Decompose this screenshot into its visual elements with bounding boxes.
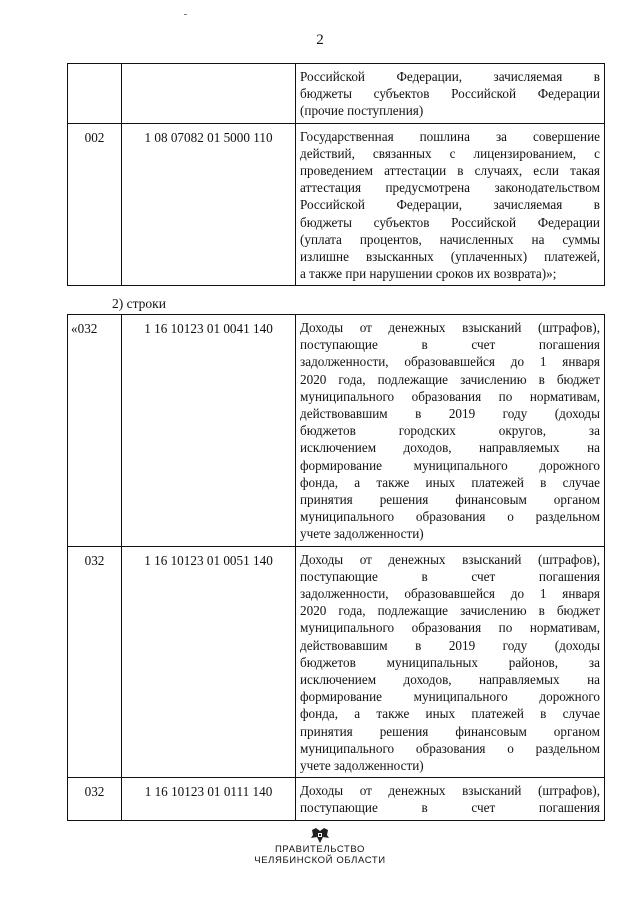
revenue-table-top bbox=[67, 63, 605, 286]
description-line: исключением доходов, направляемых на bbox=[300, 672, 600, 688]
description-line: Российской Федерации, зачисляемая в bbox=[300, 69, 600, 84]
description-line: действовавшим в 2019 году (доходы bbox=[300, 406, 600, 422]
description-line: бюджеты субъектов Российской Федерации bbox=[300, 214, 600, 230]
revenue-table-bottom bbox=[67, 314, 605, 821]
description-line: принятия решения финансовым органом bbox=[300, 492, 600, 508]
table-top-body bbox=[68, 64, 605, 286]
description-line: Российской Федерации, зачисляемая в bbox=[300, 197, 600, 213]
description-line: задолженности, образовавшейся до 1 января bbox=[300, 586, 600, 602]
description-line: поступающие в счет погашения bbox=[300, 337, 600, 353]
description-line: учете задолженности) bbox=[300, 758, 424, 774]
revenue-description-cell bbox=[296, 64, 605, 124]
description-line: муниципального образования по нормативам, bbox=[300, 620, 600, 636]
footer-line-1: ПРАВИТЕЛЬСТВО bbox=[275, 844, 365, 855]
classification-code-cell: 1 16 10123 01 0111 140 bbox=[122, 778, 296, 820]
coat-of-arms-icon bbox=[309, 828, 331, 844]
description-line: (уплата процентов, начисленных на суммы bbox=[300, 231, 600, 247]
budget-code-cell: «032 bbox=[68, 315, 122, 547]
classification-code-cell: 1 16 10123 01 0051 140 bbox=[122, 546, 296, 778]
footer-line-2: ЧЕЛЯБИНСКОЙ ОБЛАСТИ bbox=[254, 855, 386, 866]
description-line: муниципального образования о раздельном bbox=[300, 509, 600, 525]
description-line: а также при нарушении сроков их возврата)»; bbox=[300, 266, 557, 282]
budget-code-cell: 032 bbox=[68, 778, 122, 820]
budget-code-cell: 002 bbox=[68, 123, 122, 286]
description-line: учете задолженности) bbox=[300, 526, 424, 542]
description-line: муниципального образования по нормативам, bbox=[300, 388, 600, 404]
classification-code-cell: 1 16 10123 01 0041 140 bbox=[122, 315, 296, 547]
description-line: поступающие в счет погашения bbox=[300, 568, 600, 584]
description-line: формирование муниципального дорожного bbox=[300, 689, 600, 705]
revenue-description-cell bbox=[296, 315, 605, 547]
page-number: 2 bbox=[316, 32, 324, 48]
description-line: задолженности, образовавшейся до 1 января bbox=[300, 354, 600, 370]
description-line: принятия решения финансовым органом bbox=[300, 723, 600, 739]
description-line: действий, связанных с лицензированием, с bbox=[300, 145, 600, 161]
table-bottom-body bbox=[68, 315, 605, 821]
table-row bbox=[68, 315, 605, 547]
description-line: 2020 года, подлежащие зачислению в бюджет bbox=[300, 603, 600, 619]
description-line: проведением аттестации в случаях, если такая bbox=[300, 163, 600, 179]
description-line: бюджетов муниципальных районов, за bbox=[300, 654, 600, 670]
table-row bbox=[68, 546, 605, 778]
description-line: аттестация предусмотрена законодательством bbox=[300, 180, 600, 196]
description-line: Доходы от денежных взысканий (штрафов), bbox=[300, 551, 600, 567]
budget-code-cell bbox=[68, 64, 122, 124]
revenue-description-cell bbox=[296, 546, 605, 778]
table-row bbox=[68, 778, 605, 820]
revenue-description-cell bbox=[296, 778, 605, 820]
description-line: бюджеты субъектов Российской Федерации bbox=[300, 86, 600, 102]
description-line: поступающие в счет погашения bbox=[300, 800, 600, 816]
description-line: муниципального образования о раздельном bbox=[300, 740, 600, 756]
footer-stamp bbox=[0, 828, 640, 866]
description-line: бюджетов городских округов, за bbox=[300, 423, 600, 439]
description-line: фонда, а также иных платежей в случае bbox=[300, 706, 600, 722]
description-line: Государственная пошлина за совершение bbox=[300, 128, 600, 144]
description-line: формирование муниципального дорожного bbox=[300, 457, 600, 473]
description-line: (прочие поступления) bbox=[300, 103, 424, 119]
scan-speck bbox=[184, 14, 187, 15]
classification-code-cell bbox=[122, 64, 296, 124]
description-line: излишне взысканных (уплаченных) платежей, bbox=[300, 249, 600, 265]
description-line: Доходы от денежных взысканий (штрафов), bbox=[300, 783, 600, 799]
description-line: Доходы от денежных взысканий (штрафов), bbox=[300, 320, 600, 335]
description-line: 2020 года, подлежащие зачислению в бюджет bbox=[300, 371, 600, 387]
description-line: фонда, а также иных платежей в случае bbox=[300, 474, 600, 490]
description-line: действовавшим в 2019 году (доходы bbox=[300, 637, 600, 653]
table-row bbox=[68, 64, 605, 124]
table-row bbox=[68, 123, 605, 286]
classification-code-cell: 1 08 07082 01 5000 110 bbox=[122, 123, 296, 286]
description-line: исключением доходов, направляемых на bbox=[300, 440, 600, 456]
budget-code-cell: 032 bbox=[68, 546, 122, 778]
section-heading: 2) строки bbox=[112, 296, 166, 311]
revenue-description-cell bbox=[296, 123, 605, 286]
